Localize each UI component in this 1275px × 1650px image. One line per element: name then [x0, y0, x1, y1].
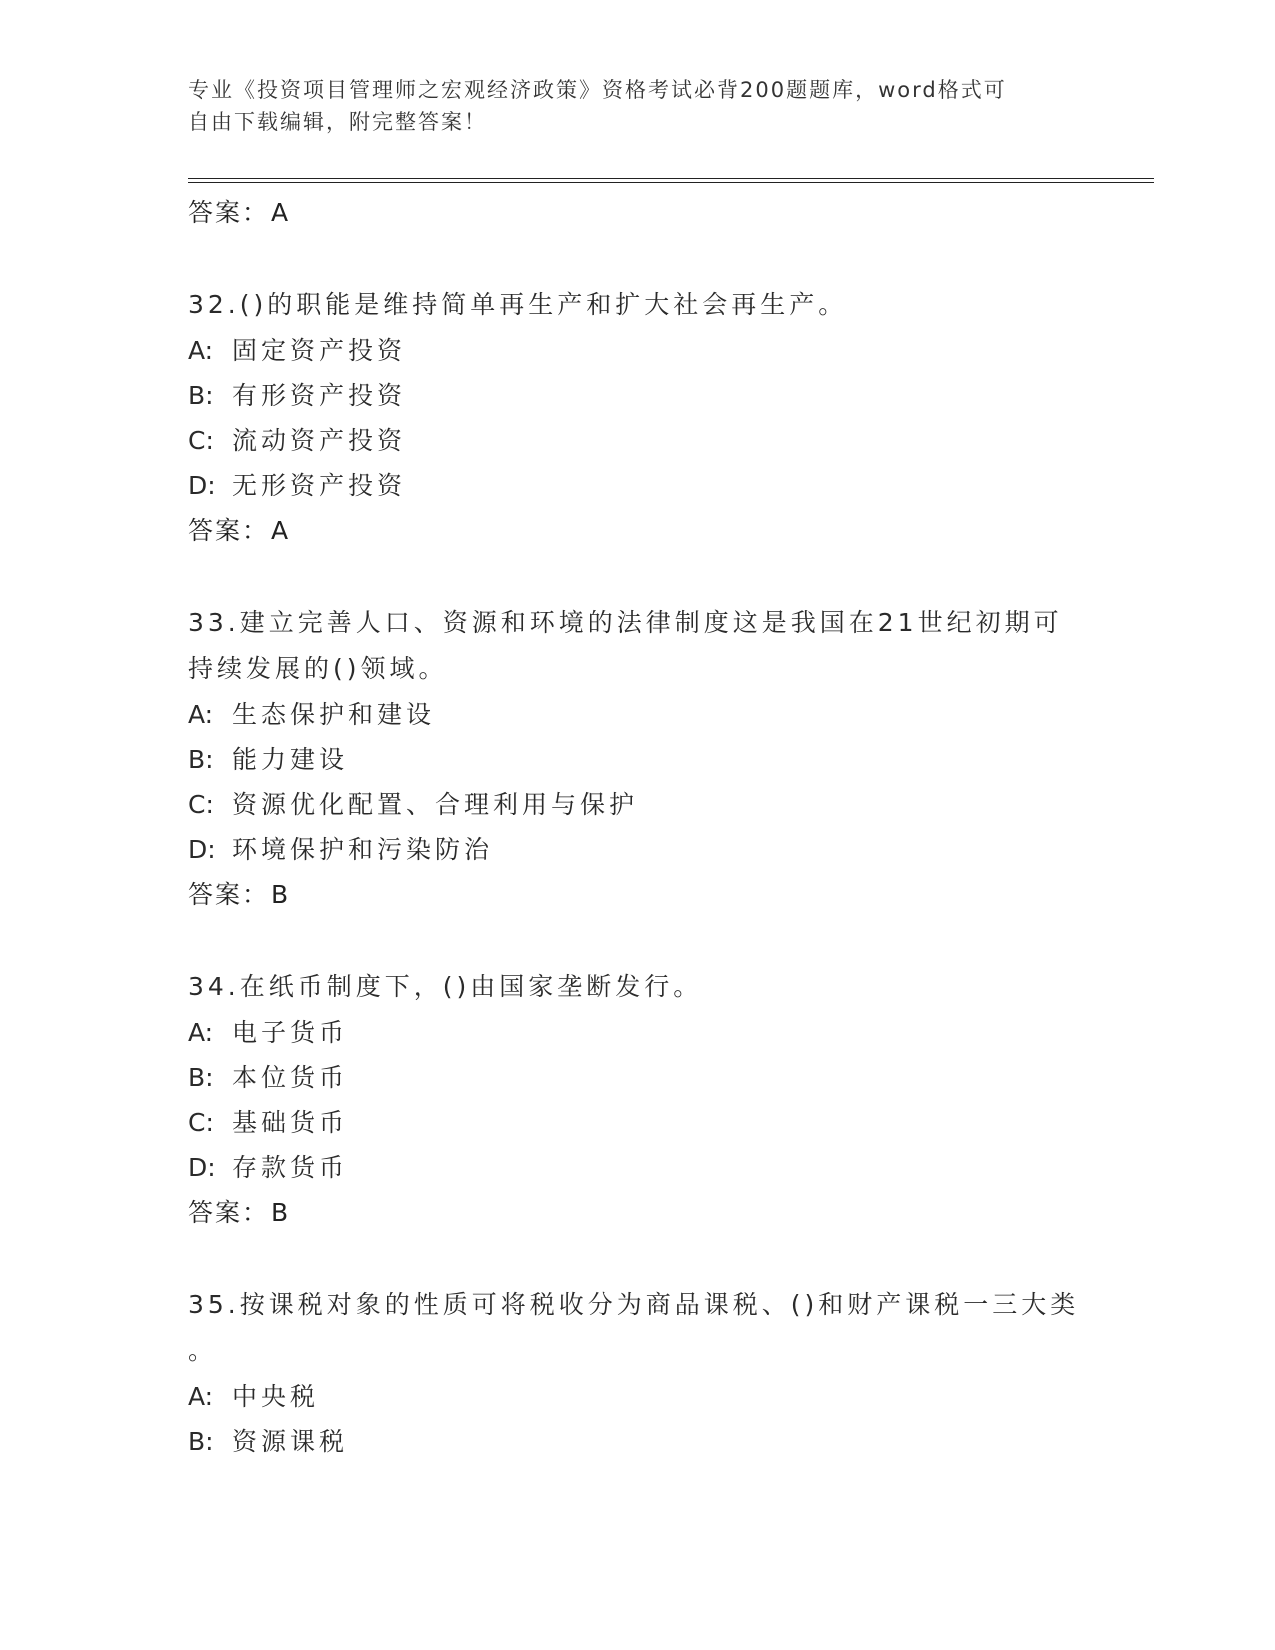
question-text: 在纸币制度下，()由国家垄断发行。 [239, 972, 703, 1001]
option-key: B: [188, 1063, 214, 1092]
option-key: B: [188, 745, 214, 774]
header-divider-top [188, 178, 1154, 179]
answer-value: A [271, 516, 291, 545]
option-key: C: [188, 426, 214, 455]
option-key: B: [188, 381, 214, 410]
option-key: D: [188, 471, 216, 500]
option-d [188, 827, 1088, 872]
option-d [188, 463, 1088, 508]
answer-label: 答案： [188, 198, 270, 227]
question-stem [188, 1282, 1088, 1374]
option-key: A: [188, 336, 214, 365]
answer-value: A [271, 198, 291, 227]
option-key: A: [188, 1382, 214, 1411]
option-a [188, 1010, 1088, 1055]
option-b [188, 373, 1088, 418]
question-answer [188, 508, 1088, 553]
question-34 [188, 964, 1088, 1235]
header-line-2: 自由下载编辑，附完整答案！ [188, 110, 487, 134]
question-content [188, 190, 1088, 1464]
answer-label: 答案： [188, 516, 270, 545]
option-key: D: [188, 1153, 216, 1182]
option-key: C: [188, 1108, 214, 1137]
question-stem [188, 964, 1088, 1010]
question-answer [188, 1190, 1088, 1235]
option-text: 流动资产投资 [232, 426, 407, 455]
option-text: 存款货币 [232, 1153, 349, 1182]
header-line-1: 专业《投资项目管理师之宏观经济政策》资格考试必背200题题库，word格式可 [188, 78, 1007, 102]
option-a [188, 1374, 1088, 1419]
option-text: 无形资产投资 [232, 471, 407, 500]
option-b [188, 737, 1088, 782]
option-text: 电子货币 [232, 1018, 349, 1047]
option-text: 基础货币 [232, 1108, 349, 1137]
option-d [188, 1145, 1088, 1190]
answer-value: B [271, 1198, 291, 1227]
question-35 [188, 1282, 1088, 1464]
option-a [188, 328, 1088, 373]
option-c [188, 1100, 1088, 1145]
question-33 [188, 600, 1088, 917]
answer-value: B [271, 880, 291, 909]
question-number: 32. [188, 290, 240, 319]
option-b [188, 1055, 1088, 1100]
question-line-2: 持续发展的()领域。 [188, 654, 448, 683]
question-text: ()的职能是维持简单再生产和扩大社会再生产。 [239, 290, 848, 319]
option-c [188, 418, 1088, 463]
option-a [188, 692, 1088, 737]
option-text: 有形资产投资 [232, 381, 407, 410]
question-stem [188, 600, 1088, 692]
question-32 [188, 282, 1088, 553]
option-c [188, 782, 1088, 827]
question-text: 建立完善人口、资源和环境的法律制度这是我国在21世纪初期可 [239, 608, 1063, 637]
option-text: 生态保护和建设 [232, 700, 436, 729]
question-number: 33. [188, 608, 240, 637]
option-text: 资源课税 [232, 1427, 349, 1456]
option-text: 资源优化配置、合理利用与保护 [232, 790, 639, 819]
option-text: 固定资产投资 [232, 336, 407, 365]
answer-label: 答案： [188, 880, 270, 909]
page-header [188, 74, 1068, 138]
option-text: 本位货币 [232, 1063, 349, 1092]
prev-answer [188, 190, 1088, 235]
option-key: C: [188, 790, 214, 819]
question-answer [188, 872, 1088, 917]
header-divider-bottom [188, 182, 1154, 183]
option-key: B: [188, 1427, 214, 1456]
option-key: A: [188, 700, 214, 729]
question-number: 34. [188, 972, 240, 1001]
question-line-2: 。 [188, 1336, 218, 1365]
question-line-1 [188, 1282, 1088, 1328]
option-key: D: [188, 835, 216, 864]
question-number: 35. [188, 1290, 240, 1319]
question-line-1 [188, 600, 1088, 646]
option-text: 环境保护和污染防治 [232, 835, 494, 864]
option-text: 能力建设 [232, 745, 349, 774]
question-text: 按课税对象的性质可将税收分为商品课税、()和财产课税一三大类 [239, 1290, 1080, 1319]
option-b [188, 1419, 1088, 1464]
option-text: 中央税 [232, 1382, 320, 1411]
question-stem [188, 282, 1088, 328]
answer-label: 答案： [188, 1198, 270, 1227]
option-key: A: [188, 1018, 214, 1047]
